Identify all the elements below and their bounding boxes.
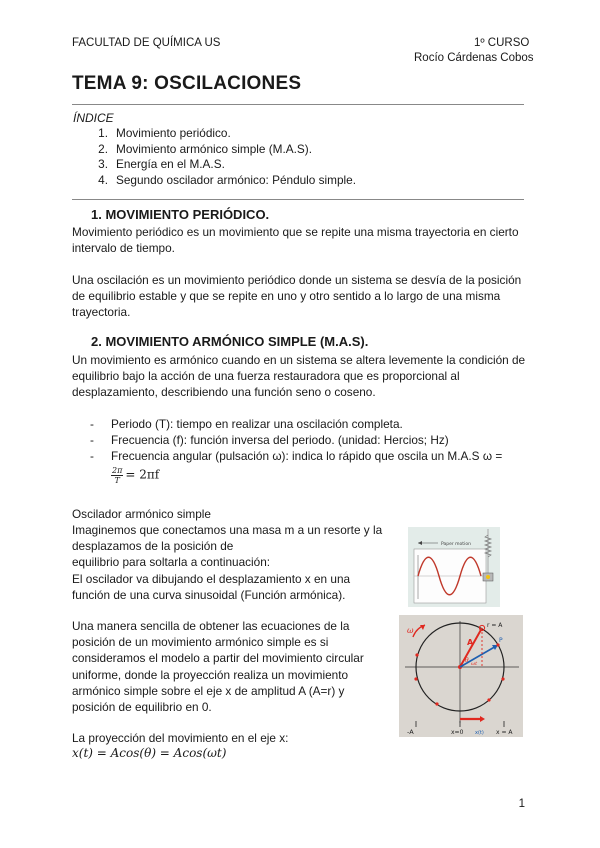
list-item: - Frecuencia (f): función inversa del periodo. (unidad: Hercios; Hz) <box>90 433 449 447</box>
oscillator-figure <box>408 527 500 607</box>
theta-label: θ <box>465 657 469 664</box>
index-list <box>74 126 356 188</box>
header-course: 1º CURSO <box>474 37 530 49</box>
list-item: - Periodo (T): tiempo en realizar una oscilación completa. <box>90 417 403 431</box>
point-marker <box>415 653 418 656</box>
section-heading: 1. MOVIMIENTO PERIÓDICO. <box>91 207 270 222</box>
point-p-label: P <box>499 637 503 644</box>
index-item: 3. Energía en el M.A.S. <box>98 157 225 172</box>
origin-label: x=0 <box>451 729 464 736</box>
pen-marker <box>486 575 490 579</box>
index-item: 4. Segundo oscilador armónico: Péndulo simple. <box>98 172 357 187</box>
page-title: TEMA 9: OSCILACIONES <box>72 73 302 94</box>
paper-motion-label: Paper motion <box>441 542 471 547</box>
paragraph: Movimiento periódico es un movimiento que se repite una misma trayectoria en cierto intervalo de tiempo. <box>72 225 519 256</box>
omega-formula: $\frac{2\pi}{T}$ = 2πf <box>112 466 160 485</box>
paragraph: Imaginemos que conectamos una masa m a un resorte y la desplazamos de la posición de equilibrio para soltarla a continuación: El oscilador va dibujando el desplazamiento x en una función de una curva sinusoidal (Función armónica). <box>72 523 383 602</box>
xt-label: x(t) <box>475 730 484 736</box>
index-item: 2. Movimiento armónico simple (M.A.S). <box>98 141 313 156</box>
paragraph: Una manera sencilla de obtener las ecuaciones de la posición de un movimiento armónico simple es si consideramos el modelo a partir del movimiento circular uniforme, donde la proyección realiza un movimiento armónico simple sobre el eje x de amplitud A (A=r) y posición de equilibrio en 0. <box>72 619 364 715</box>
point-marker <box>501 677 504 680</box>
header-author: Rocío Cárdenas Cobos <box>414 52 534 64</box>
paragraph: Un movimiento es armónico cuando en un sistema se altera levemente la condición de equilibrio bajo la acción de una fuerza restauradora que es proporcional al desplazamiento, describiendo una función seno o coseno. <box>72 353 526 400</box>
index-item: 1. Movimiento periódico. <box>98 126 231 140</box>
amplitude-label: A <box>467 638 474 647</box>
omega-label: ω <box>407 626 414 635</box>
point-marker <box>435 702 438 705</box>
subsection-title: Oscilador armónico simple <box>72 507 211 521</box>
angle-label: ωt <box>471 661 478 667</box>
pos-amplitude-label: x = A <box>496 729 513 736</box>
definition-list <box>90 416 530 464</box>
divider <box>72 199 524 200</box>
circular-motion-figure <box>399 615 523 737</box>
point-marker <box>487 698 490 701</box>
paragraph: La proyección del movimiento en el eje x: <box>72 731 289 745</box>
section-heading: 2. MOVIMIENTO ARMÓNICO SIMPLE (M.A.S). <box>91 334 369 349</box>
page-number: 1 <box>518 798 525 810</box>
fraction: $\frac{2\pi}{T}$ <box>112 466 123 485</box>
point-marker <box>414 677 417 680</box>
neg-amplitude-label: -A <box>407 728 414 736</box>
projection-formula: x(t) = Acos(θ) = Acos(ωt) <box>72 746 227 760</box>
divider <box>72 104 524 105</box>
paragraph: Una oscilación es un movimiento periódico donde un sistema se desvía de la posición de equilibrio estable y que se repite en uno y otro sentido a lo largo de una misma trayectoria. <box>72 273 522 320</box>
list-item: - Frecuencia angular (pulsación ω): indica lo rápido que oscila un M.A.S ω = <box>90 449 503 463</box>
radius-label: r = A <box>487 622 503 629</box>
header-faculty: FACULTAD DE QUÍMICA US <box>72 37 221 49</box>
index-label: ÍNDICE <box>73 111 114 125</box>
